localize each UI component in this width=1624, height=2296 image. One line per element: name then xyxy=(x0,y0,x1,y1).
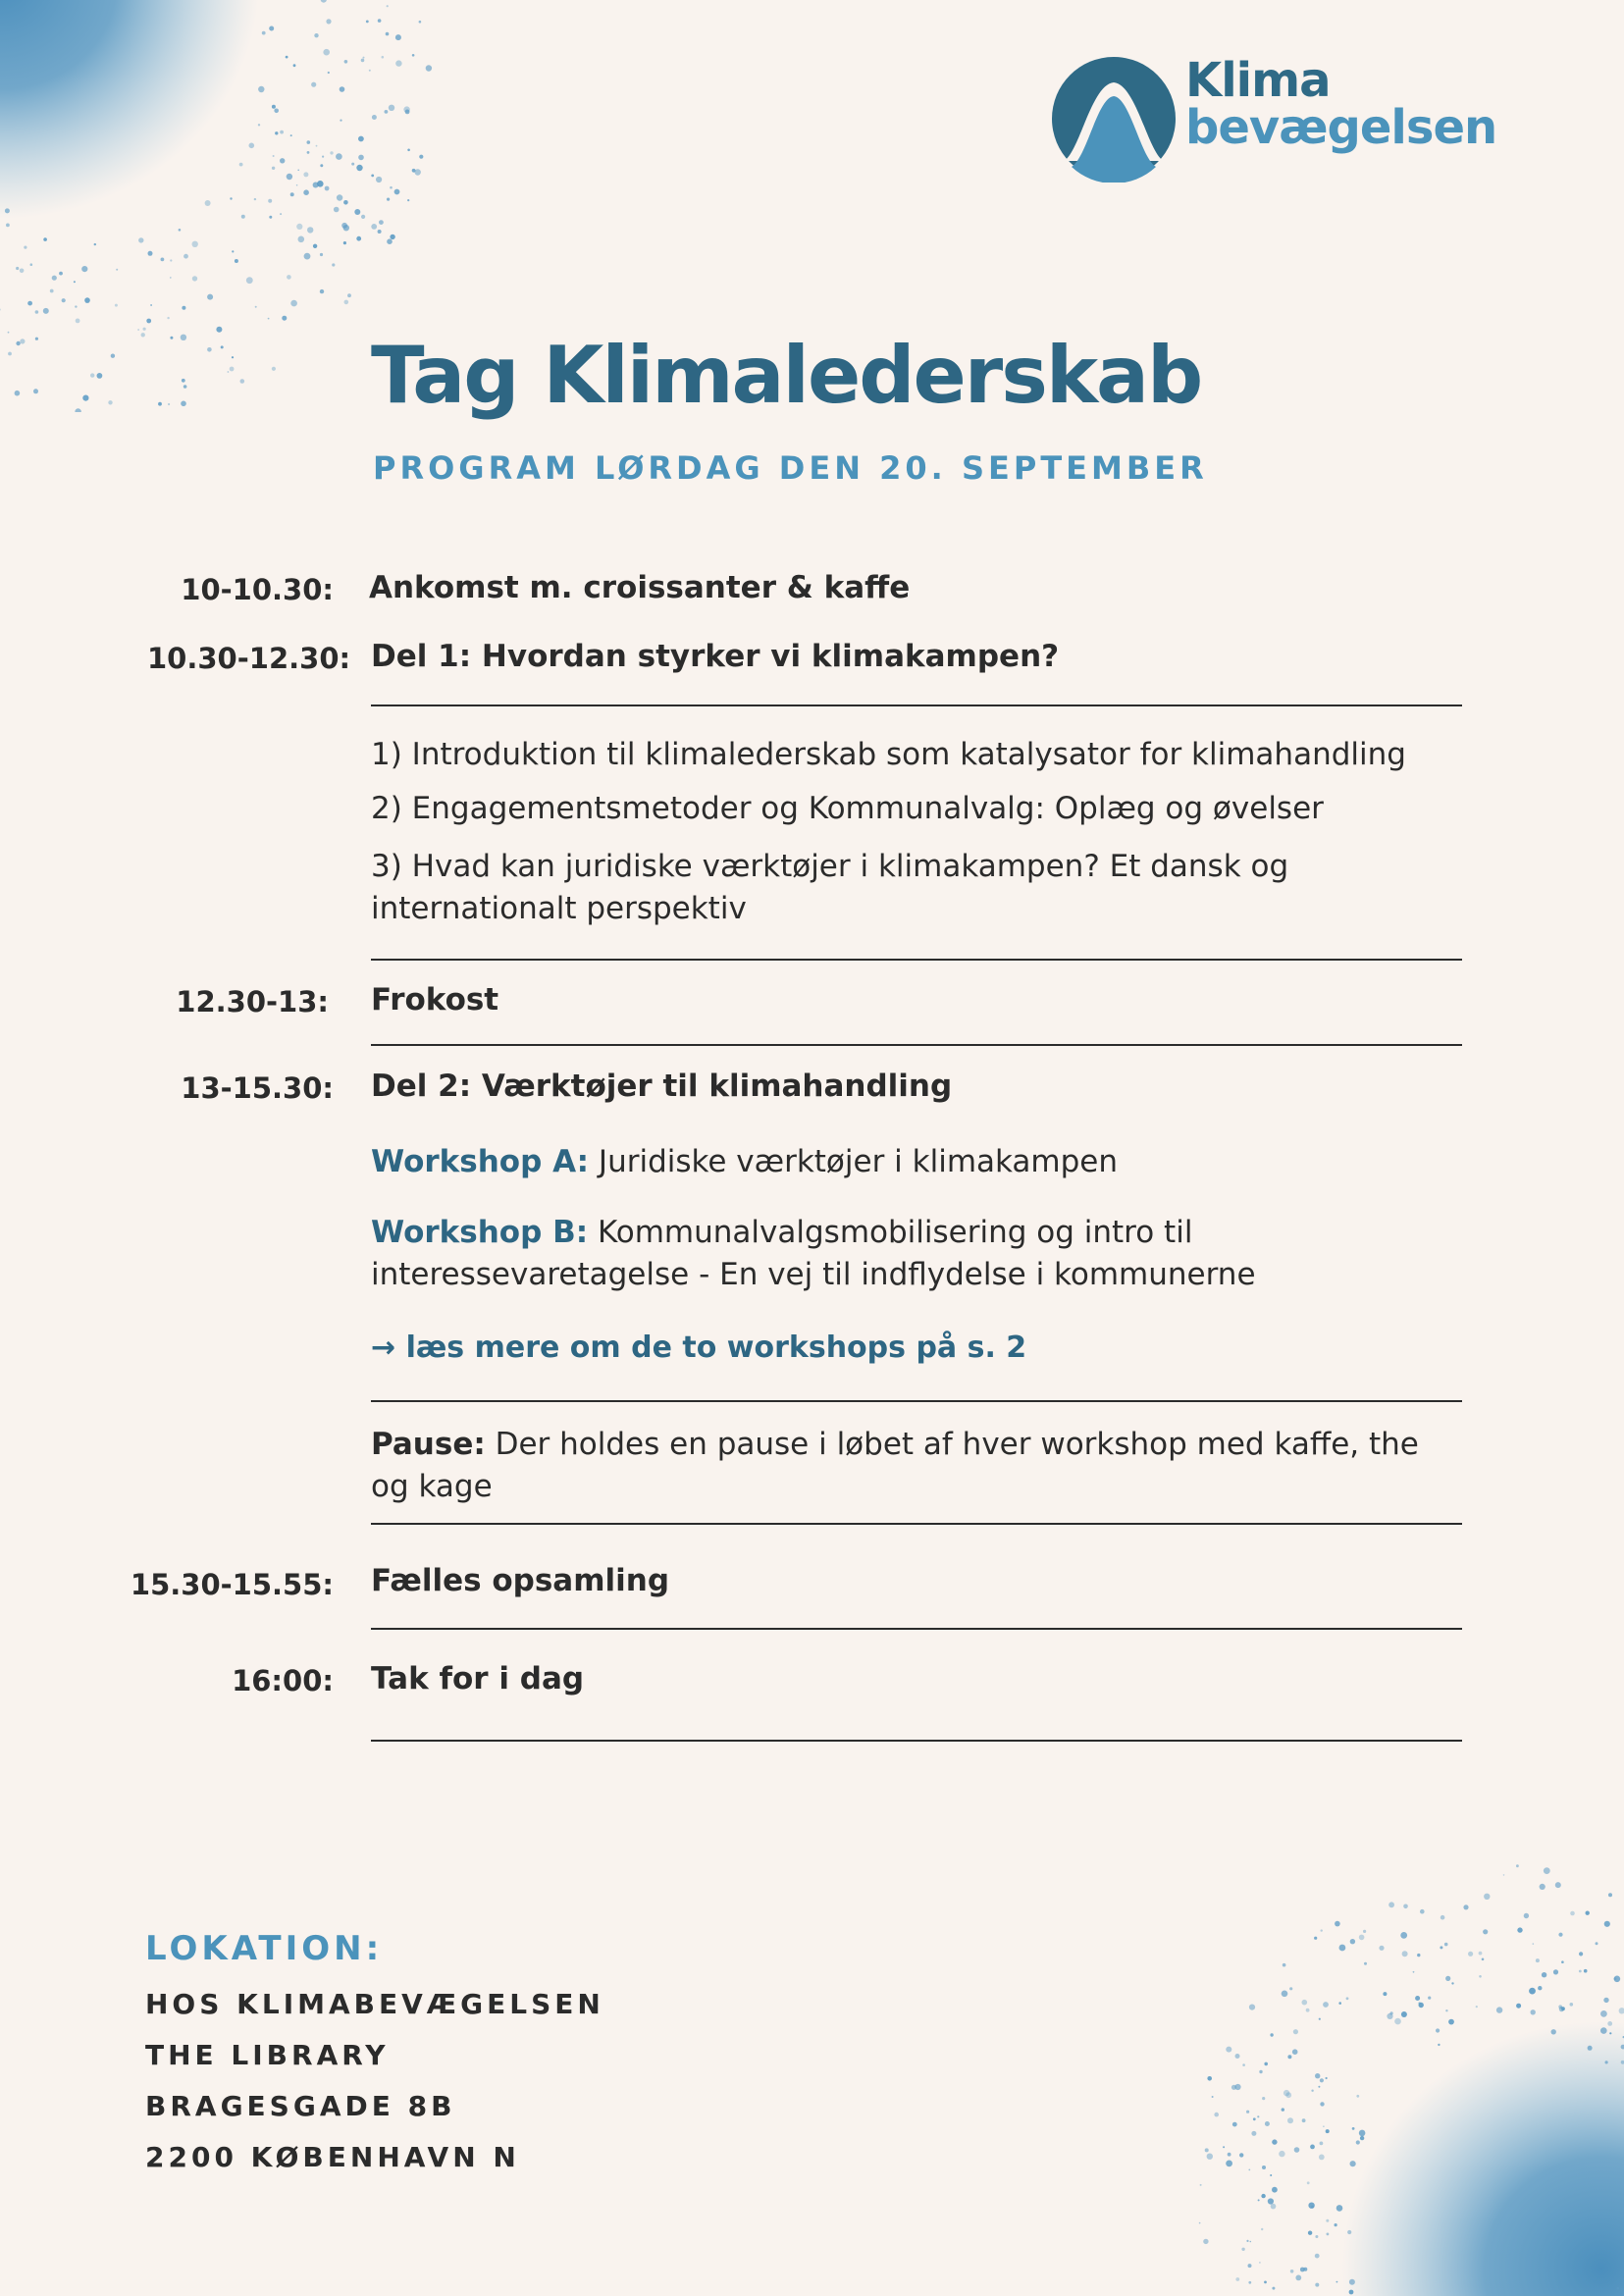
item-arrival: Ankomst m. croissanter & kaffe xyxy=(369,570,911,605)
time-part2: 13-15.30: xyxy=(181,1071,334,1105)
workshop-a-text: Juridiske værktøjer i klimakampen xyxy=(598,1144,1119,1179)
pause-note xyxy=(371,1424,1460,1508)
workshops-read-more-link[interactable]: → læs mere om de to workshops på s. 2 xyxy=(371,1331,1027,1365)
page-title: Tag Klimalederskab xyxy=(371,330,1202,421)
pause-text: Der holdes en pause i løbet af hver workshop med kaffe, the og kage xyxy=(371,1427,1419,1504)
mountain-circle-icon xyxy=(1050,55,1178,183)
klimabevaegelsen-logo xyxy=(1050,55,1541,187)
divider xyxy=(371,1400,1462,1402)
logo-wordmark-line1: Klima xyxy=(1185,53,1331,108)
divider xyxy=(371,1523,1462,1525)
paint-splash-bottom-right xyxy=(1192,1845,1624,2296)
workshop-b-label: Workshop B: xyxy=(371,1215,589,1250)
workshop-a xyxy=(371,1141,1460,1183)
location-line-1: HOS KLIMABEVÆGELSEN xyxy=(145,1988,604,2020)
logo-wordmark-line2: bevægelsen xyxy=(1185,100,1497,155)
divider xyxy=(371,959,1462,961)
page-subtitle: PROGRAM LØRDAG DEN 20. SEPTEMBER xyxy=(373,449,1208,487)
time-arrival: 10-10.30: xyxy=(181,573,334,606)
part1-title: Del 1: Hvordan styrker vi klimakampen? xyxy=(371,639,1060,674)
divider xyxy=(371,1628,1462,1630)
time-part1: 10.30-12.30: xyxy=(147,642,351,675)
part1-point-2: 2) Engagementsmetoder og Kommunalvalg: Oplæg og øvelser xyxy=(371,791,1324,826)
part2-title: Del 2: Værktøjer til klimahandling xyxy=(371,1069,953,1104)
divider xyxy=(371,1740,1462,1742)
item-lunch: Frokost xyxy=(371,982,499,1018)
item-summary: Fælles opsamling xyxy=(371,1563,670,1598)
location-line-4: 2200 KØBENHAVN N xyxy=(145,2141,520,2173)
location-line-3: BRAGESGADE 8B xyxy=(145,2090,456,2122)
time-summary: 15.30-15.55: xyxy=(130,1568,334,1601)
part1-point-3: 3) Hvad kan juridiske værktøjer i klimakampen? Et dansk og internationalt perspektiv xyxy=(371,849,1289,926)
workshop-b-text: Kommunalvalgsmobilisering og intro til interessevaretagelse - En vej til indflydelse i kommunerne xyxy=(371,1215,1256,1292)
workshop-a-label: Workshop A: xyxy=(371,1144,590,1179)
workshop-b xyxy=(371,1212,1460,1296)
item-end: Tak for i dag xyxy=(371,1661,585,1696)
location-line-2: THE LIBRARY xyxy=(145,2039,390,2071)
part1-point-1: 1) Introduktion til klimalederskab som katalysator for klimahandling xyxy=(371,737,1406,772)
divider xyxy=(371,1044,1462,1046)
pause-label: Pause: xyxy=(371,1427,486,1462)
time-lunch: 12.30-13: xyxy=(176,985,329,1018)
location-heading: LOKATION: xyxy=(145,1929,384,1968)
divider xyxy=(371,704,1462,706)
time-end: 16:00: xyxy=(232,1664,334,1697)
